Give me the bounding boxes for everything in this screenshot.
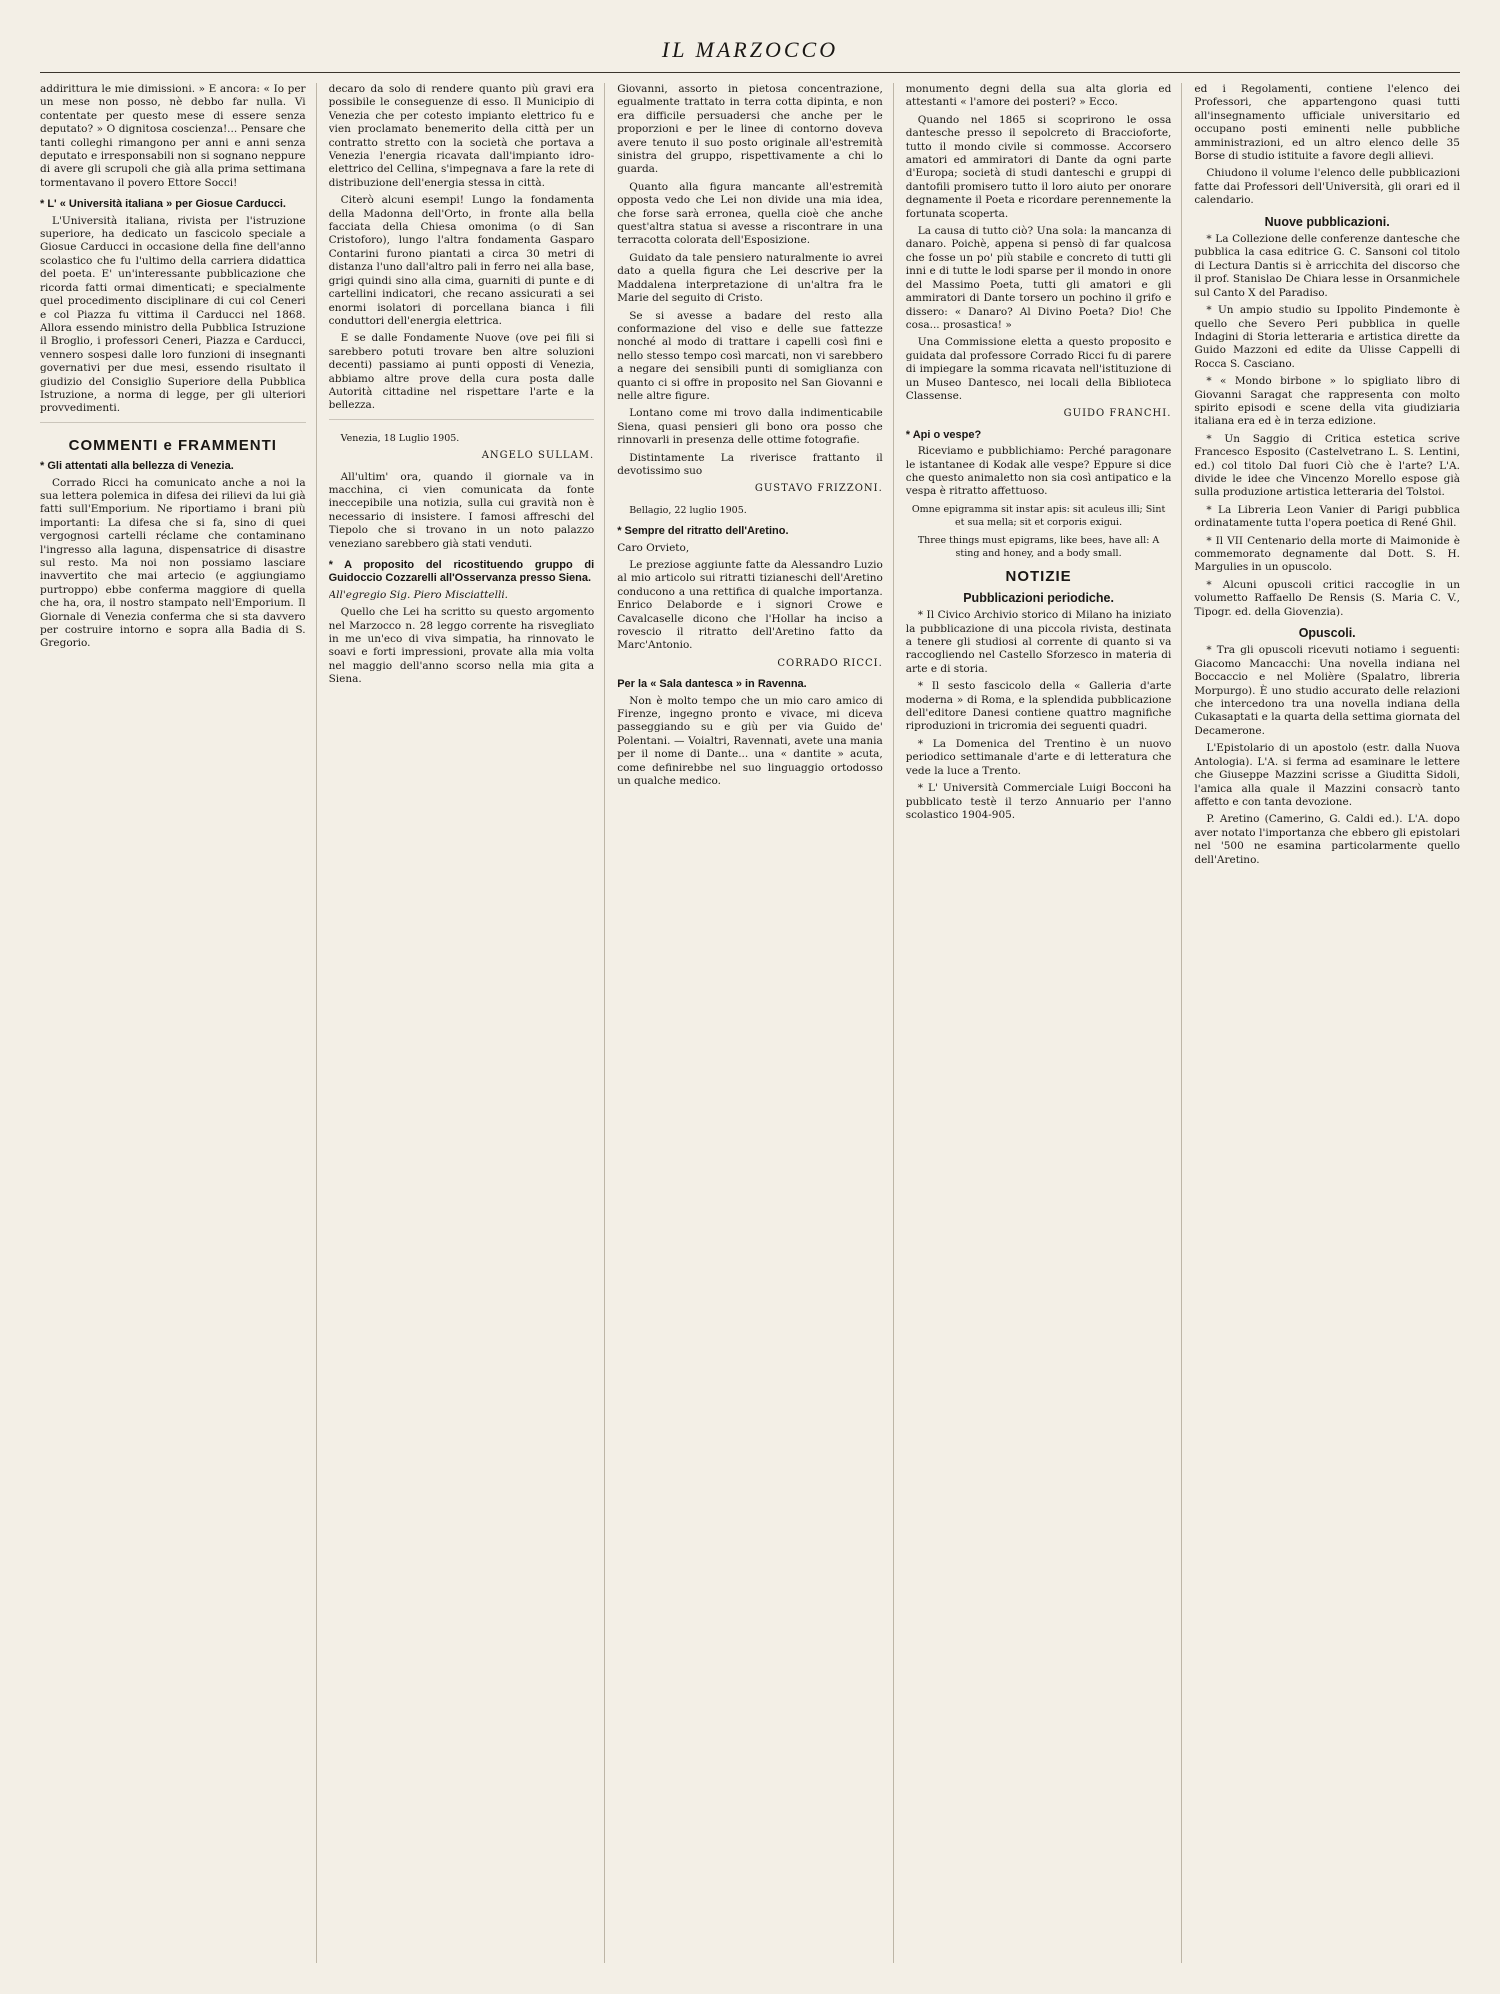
list-item: * Il VII Centenario della morte di Maimonide è commemorato degnamente dal Dott. S. H. Margulies in un opuscolo.	[1194, 534, 1460, 574]
paragraph: Non è molto tempo che un mio caro amico di Firenze, ingegno pronto e vivace, mi diceva passeggiando su e giù per via Guido de' Polentani. — Voialtri, Ravennati, avete una mania per il nome di Dante... una « dantite » acuta, come definirebbe nel suo linguaggio ortodosso un qualche medico.	[617, 694, 883, 788]
paragraph: decaro da solo di rendere quanto più gravi era possibile le conseguenze di esso. Il Municipio di Venezia che per cotesto impianto elettrico fu e vien proclamato benemerito della città per un contratto stretto con la società che portava a Venezia l'energia ricavata dall'impianto idro-elettrico del Cellina, s'impegnava a fare la rete di distribuzione dell'energia stessa in città.	[328, 83, 595, 189]
section-title: Nuove pubblicazioni.	[1264, 214, 1390, 229]
closing: Distintamente La riverisce frattanto il devotissimo suo	[617, 451, 883, 477]
column-1	[40, 83, 317, 1963]
signature: ANGELO SULLAM.	[481, 450, 595, 462]
salutation: All'egregio Sig. Piero Misciattelli.	[328, 588, 509, 601]
paragraph: Guidato da tale pensiero naturalmente io avrei dato a quella figura che Lei descrive per la Maddalena interpretazione di un'altra fra le Marie del seguito di Cristo.	[617, 251, 883, 305]
list-item: * « Mondo birbone » lo spigliato libro di Giovanni Saragat che rappresenta con molto spirito episodi e scene della vita giudiziaria italiana era ed è in terza edizione.	[1194, 375, 1460, 428]
paragraph: Corrado Ricci ha comunicato anche a noi la sua lettera polemica in difesa dei rilievi da lui già fatti sull'Emporium. Ne riportiamo i brani più importanti: La difesa che si fa, sino di quei vergognosi cartelli réclame che contaminano l'ingresso alla laguna, dispensatrice di disastre sul resto. Ma noi non possiamo lasciare inavvertito che mai artecio (e aggiungiamo purtroppo) ebbe conferma maggiore di quella che ha, ora, il nostro stampato nell'Emporium. Il Giornale di Venezia conferma che si sta davvero per costruire intorno e sopra alla Badia di S. Gregorio.	[40, 476, 306, 650]
columns	[40, 83, 1460, 1963]
column-2	[329, 83, 606, 1963]
paragraph: Giovanni, assorto in pietosa concentrazione, egualmente trattato in terra cotta dipinta, e non era difficile persuadersi che anche per le proporzioni e per le linee di contorno doveva avere tenuto il suo posto originale all'estremità sinistra del gruppo, rispettivamente a chi lo guarda.	[617, 83, 883, 176]
notice: * La Domenica del Trentino è un nuovo periodico settimanale d'arte e di letteratura che vede la luce a Trento.	[905, 737, 1172, 777]
signature: GUIDO FRANCHI.	[1063, 408, 1172, 420]
paragraph: Una Commissione eletta a questo proposito e guidata dal professore Corrado Ricci fu di parere di impiegare la somma ricavata nell'istituzione di un Museo Dantesco, nei locali della Biblioteca Classense.	[905, 336, 1172, 402]
verse-english: Three things must epigrams, like bees, have all: A sting and honey, and a body small.	[917, 534, 1160, 559]
list-item: * Un Saggio di Critica estetica scrive Francesco Esposito (Castelvetrano L. S. Lentini, ed.) col titolo Dal fuori Ciò che è l'arte? L'A. divide le idee che Vincenzo Morello espose già sulla produzione artistica letteraria del Tolstoi.	[1194, 432, 1460, 499]
article-title: Per la « Sala dantesca » in Ravenna.	[617, 678, 807, 691]
article-title: * Api o vespe?	[905, 428, 982, 441]
signature: GUSTAVO FRIZZONI.	[754, 483, 883, 495]
paragraph: Citerò alcuni esempi! Lungo la fondamenta della Madonna dell'Orto, in fronte alla bella facciata della Chiesa omonima (o di San Cristoforo), lungo l'altra fondamenta Gasparo Contarini furono piantati a circa 30 metri di distanza l'uno dall'altro pali in ferro nei alla base, grigi quindi sino alla cima, guarniti di punte e di cartellini indicatori, che recano assicurati a sei enormi isolatori di porcellana bianca i fili conduttori dell'energia elettrica.	[328, 194, 595, 327]
list-item: * La Libreria Leon Vanier di Parigi pubblica ordinatamente tutta l'opera poetica di René Ghil.	[1194, 503, 1460, 530]
verse-latin: Omne epigramma sit instar apis: sit aculeus illi; Sint et sua mella; sit et corporis exigui.	[911, 503, 1166, 529]
text-continuation	[329, 419, 595, 426]
paragraph: Se si avesse a badare del resto alla conformazione del viso e delle sue fattezze nonché al modo di trattare i capelli così fini e nello stesso tempo così marcati, non vi sarebbero a negare dei sensibili punti di somiglianza con quanto ci si offre in proposito nel San Giovanni e nelle altre figure.	[617, 309, 883, 402]
section-title: NOTIZIE	[1005, 568, 1072, 586]
list-item: * Un ampio studio su Ippolito Pindemonte è quello che Severo Peri pubblica in quelle Indagini di Storia letteraria e artistica dirette da Guido Mazzoni ed edite da Ulisse Cappelli di Rocca S. Casciano.	[1194, 304, 1460, 370]
paragraph: All'ultim' ora, quando il giornale va in macchina, ci vien comunicata da fonte ineccepibile una notizia, sulla cui gravità non è necessario di insistere. I famosi affreschi del Tiepolo che si trovano in un noto palazzo veneziano sarebbero già stati venduti.	[328, 470, 595, 550]
article-title: * L' « Università italiana » per Giosue Carducci.	[40, 198, 286, 211]
section-title: COMMENTI e FRAMMENTI	[68, 436, 277, 454]
column-4	[906, 83, 1183, 1963]
article-title: * Gli attentati alla bellezza di Venezia.	[40, 460, 234, 473]
paragraph: Chiudono il volume l'elenco delle pubblicazioni fatte dai Professori dell'Università, gli orari ed il calendario.	[1194, 167, 1460, 207]
article-title: * Sempre del ritratto dell'Aretino.	[617, 525, 789, 538]
notice: * L' Università Commerciale Luigi Bocconi ha pubblicato testè il terzo Annuario per l'anno scolastico 1904-905.	[905, 782, 1172, 821]
masthead: IL MARZOCCO	[40, 28, 1460, 73]
paragraph: addirittura le mie dimissioni. » E ancora: « Io per un mese non posso, nè debbo far nulla. Vi contentate per questo mese di essere senza deputato? » O dignitosa coscienza!... Pensare che tanti colleghi rimangono per anni e anni senza deputato e irresponsabili non si sognano neppure di avere gli scrupoli che già alla prima settimana tormentavano il povero Ettore Socci!	[40, 83, 306, 189]
paragraph: L'Università italiana, rivista per l'istruzione superiore, ha dedicato un fascicolo speciale a Giosue Carducci in occasione della fine dell'anno scolastico che fu l'ultimo della carriera didattica del poeta. E' un'interessante pubblicazione che ricorda fatti ormai dimenticati; e specialmente quel procedimento disciplinare di cui col Ceneri e col Piazza fu vittima il Carducci nel 1868. Allora essendo ministro della Pubblica Istruzione il Broglio, i professori Ceneri, Piazza e Carducci, vennero sospesi dalle loro funzioni di insegnanti governativi per due mesi, essendo risultato il giudizio del Consiglio Superiore della Pubblica Istruzione, a norma di legge, per gli ulteriori provvedimenti.	[40, 214, 306, 415]
article-title: * A proposito del ricostituendo gruppo di Guidoccio Cozzarelli all'Osservanza presso Siena.	[328, 559, 595, 585]
text-continuation	[40, 422, 306, 429]
list-item: P. Aretino (Camerino, G. Caldi ed.). L'A. dopo aver notato l'importanza che ebbero gli epistolari nel '500 ne esamina particolarmente quello dell'Aretino.	[1194, 813, 1460, 866]
list-item: * La Collezione delle conferenze dantesche che pubblica la casa editrice G. C. Sansoni col titolo di Lectura Dantis si è arricchita del discorso che il prof. Stanislao De Chiara lesse in Orsanmichele sul Canto X del Paradiso.	[1194, 233, 1460, 299]
column-5	[1194, 83, 1460, 1963]
subsection-title: Pubblicazioni periodiche.	[963, 590, 1114, 605]
paragraph: Riceviamo e pubblichiamo: Perché paragonare le istantanee di Kodak alle vespe? Eppure si dice che questo animaletto non sia così antipatico e la vespa è ritratto affettuoso.	[905, 445, 1172, 498]
paragraph: La causa di tutto ciò? Una sola: la mancanza di danaro. Poichè, appena si pensò di far qualcosa che fosse un po' più stabile e concreto di tutti gli inni e di tutte le lodi sparse per il mondo in onore del Massimo Poeta, tutti gli amatori e gli ammiratori di Dante torsero un pochino il grifo e dissero: « Danaro? Al Divino Poeta? Dio! Che cosa... prosastica! »	[905, 225, 1172, 331]
notice: * Il Civico Archivio storico di Milano ha iniziato la pubblicazione di una piccola rivista, destinata a tenere gli studiosi al corrente di quanto si va raccogliendo nel Castello Sforzesco in materia di arte e di storia.	[905, 609, 1172, 675]
list-item: * Alcuni opuscoli critici raccoglie in un volumetto Raffaello De Rensis (S. Maria C. V., Tipogr. ed. della Giovenzia).	[1194, 578, 1460, 618]
paragraph: Quando nel 1865 si scoprirono le ossa dantesche presso il sepolcreto di Braccioforte, tutto il mondo civile si commosse. Accorsero amatori ed ammiratori di Dante da ogni parte d'Europa; società di studi danteschi e gruppi di dantofili promisero tutto il loro aiuto per onorare degnamente il Poeta e ricordare perennemente la fortunata scoperta.	[905, 113, 1172, 220]
paragraph: ed i Regolamenti, contiene l'elenco dei Professori, che appartengono quasi tutti all'insegnamento ufficiale universitario ed occupano posti eminenti nelle pubbliche amministrazioni, ed un altro elenco delle 35 Borse di studio istituite a favore degli allievi.	[1194, 83, 1460, 163]
paragraph: Quanto alla figura mancante all'estremità opposta vedo che Lei non divide una mia idea, che forse sarà erronea, quella cioè che anche quest'altra statua si avesse a riscontrare in una terracotta colorata dell'Esposizione.	[617, 180, 883, 247]
section-title: Opuscoli.	[1298, 626, 1356, 641]
paragraph: Quello che Lei ha scritto su questo argomento nel Marzocco n. 28 leggo corrente ha risvegliato in me un'eco di viva simpatia, ha rinnovato le soavi e forti impressioni, provate alla mia volta nel maggio dell'anno scorso nella mia gita a Siena.	[328, 606, 595, 686]
paragraph: E se dalle Fondamente Nuove (ove pei fili si sarebbero potuti trovare ben altre soluzioni decenti) passiamo ai punti opposti di Venezia, abbiamo altre prove della cura posta dalle Autorità cittadine nel rispettare l'arte e la bellezza.	[328, 332, 595, 412]
dateline: Bellagio, 22 luglio 1905.	[629, 504, 747, 516]
notice: * Il sesto fascicolo della « Galleria d'arte moderna » di Roma, e la splendida pubblicazione dell'editore Danesi contiene quattro magnifiche riproduzioni in tricromia dei seguenti quadri.	[905, 680, 1172, 733]
paragraph: monumento degni della sua alta gloria ed attestanti « l'amore dei posteri? » Ecco.	[905, 83, 1172, 109]
signature: CORRADO RICCI.	[777, 657, 883, 669]
dateline: Venezia, 18 Luglio 1905.	[340, 432, 460, 444]
list-item: L'Epistolario di un apostolo (estr. dalla Nuova Antologia). L'A. si ferma ad esaminare le lettere che Giuseppe Mazzini scrisse a Giuditta Sidoli, l'amica alla quale il Mazzini consacrò tanto affetto e con tanta devozione.	[1194, 742, 1460, 808]
column-3	[617, 83, 894, 1963]
paragraph: Le preziose aggiunte fatte da Alessandro Luzio al mio articolo sui ritratti tizianeschi dell'Aretino conducono a una rettifica di qualche importanza. Enrico Delaborde e i signori Crowe e Cavalcaselle dicono che l'Hollar ha inciso a rovescio il ritratto dell'Aretino fatto da Marc'Antonio.	[617, 559, 883, 652]
salutation: Caro Orvieto,	[617, 541, 690, 554]
list-item: * Tra gli opuscoli ricevuti notiamo i seguenti: Giacomo Mancacchi: Una novella indiana nel Boccaccio e nel Molière (Spalatro, libreria Morpurgo). È uno studio accurato delle relazioni che intercedono tra una novella indiana della Cukasaptati e la quarta della settima giornata del Decamerone.	[1194, 644, 1460, 737]
paragraph: Lontano come mi trovo dalla indimenticabile Siena, quasi pensieri gli bono ora posso che rinnovarli in presenza delle ottime fotografie.	[617, 407, 883, 447]
